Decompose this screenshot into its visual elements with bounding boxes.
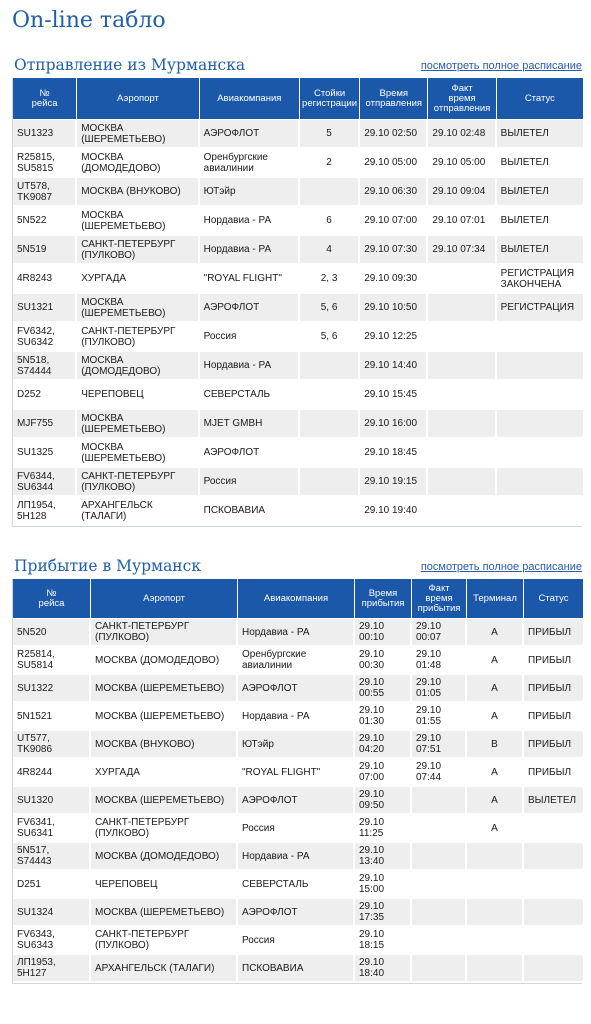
flight-number-cell: SU1322 [13,675,91,703]
status-cell [497,323,583,352]
departures-header-airport: Аэропорт [77,78,199,120]
actual-time-cell [412,927,467,955]
table-row [13,410,583,439]
terminal-cell [467,843,524,871]
table-row [13,675,583,703]
terminal-cell: А [467,787,524,815]
terminal-cell [467,955,524,983]
status-cell: ПРИБЫЛ [524,731,583,759]
airline-cell: Нордавиа - РА [200,236,300,265]
table-row [13,871,583,899]
table-row [13,439,583,468]
scheduled-time-cell: 29.10 15:45 [360,381,428,410]
table-row [13,381,583,410]
airport-cell: МОСКВА (ШЕРЕМЕТЬЕВО) [77,207,199,236]
flight-number-cell: FV6344, SU6344 [13,468,77,497]
scheduled-time-cell: 29.10 05:00 [360,149,428,178]
scheduled-time-cell: 29.10 04:20 [355,731,412,759]
checkin-counters-cell [300,439,360,468]
airport-cell: САНКТ-ПЕТЕРБУРГ (ПУЛКОВО) [91,927,238,955]
status-cell: ВЫЛЕТЕЛ [497,149,583,178]
airport-cell: МОСКВА (ДОМОДЕДОВО) [77,352,199,381]
airport-cell: ЧЕРЕПОВЕЦ [77,381,199,410]
flight-number-cell: SU1320 [13,787,91,815]
airport-cell: САНКТ-ПЕТЕРБУРГ (ПУЛКОВО) [77,323,199,352]
actual-time-cell: 29.10 05:00 [428,149,496,178]
airport-cell: МОСКВА (ШЕРЕМЕТЬЕВО) [91,675,238,703]
checkin-counters-cell [300,468,360,497]
actual-time-cell [412,955,467,983]
actual-time-cell [428,323,496,352]
departures-header-actual-time: Факт время отправления [428,78,496,120]
scheduled-time-cell: 29.10 15:00 [355,871,412,899]
airport-cell: МОСКВА (ШЕРЕМЕТЬЕВО) [91,787,238,815]
terminal-cell [467,899,524,927]
status-cell [497,497,583,526]
scheduled-time-cell: 29.10 09:30 [360,265,428,294]
status-cell [524,927,583,955]
terminal-cell: А [467,759,524,787]
scheduled-time-cell: 29.10 14:40 [360,352,428,381]
terminal-cell: В [467,731,524,759]
flight-number-cell: 4R8243 [13,265,77,294]
status-cell: ПРИБЫЛ [524,703,583,731]
terminal-cell: А [467,675,524,703]
arrivals-table-frame [12,579,582,984]
flight-number-cell: ЛП1953, 5H127 [13,955,91,983]
checkin-counters-cell: 5 [300,120,360,149]
scheduled-time-cell: 29.10 13:40 [355,843,412,871]
arrivals-rows [13,619,583,983]
flight-number-cell: SU1323 [13,120,77,149]
departures-header-status: Статус [497,78,583,120]
departures-header-flight-number: № рейса [13,78,77,120]
table-row [13,236,583,265]
airport-cell: МОСКВА (ДОМОДЕДОВО) [91,647,238,675]
table-row [13,497,583,526]
actual-time-cell: 29.10 01:05 [412,675,467,703]
arrivals-table [13,579,583,983]
airline-cell: Нордавиа - РА [200,352,300,381]
airline-cell: ЮТэйр [238,731,355,759]
actual-time-cell: 29.10 09:04 [428,178,496,207]
actual-time-cell: 29.10 01:55 [412,703,467,731]
table-row [13,843,583,871]
scheduled-time-cell: 29.10 09:50 [355,787,412,815]
actual-time-cell: 29.10 07:34 [428,236,496,265]
arrivals-header-flight-number: № рейса [13,579,91,619]
status-cell: ВЫЛЕТЕЛ [524,787,583,815]
flight-number-cell: R25815, SU5815 [13,149,77,178]
flight-number-cell: MJF755 [13,410,77,439]
actual-time-cell [428,410,496,439]
actual-time-cell [412,843,467,871]
actual-time-cell [428,294,496,323]
flight-number-cell: R25814, SU5814 [13,647,91,675]
flight-number-cell: 5N519 [13,236,77,265]
flight-number-cell: SU1324 [13,899,91,927]
departures-title: Отправление из Мурманска [14,56,246,74]
status-cell [524,955,583,983]
table-row [13,352,583,381]
status-cell [524,815,583,843]
departures-table [13,78,583,526]
table-row [13,120,583,149]
scheduled-time-cell: 29.10 02:50 [360,120,428,149]
actual-time-cell [428,497,496,526]
airport-cell: МОСКВА (ВНУКОВО) [77,178,199,207]
arrivals-header-airline: Авиакомпания [238,579,355,619]
flight-number-cell: 5N522 [13,207,77,236]
table-row [13,759,583,787]
airline-cell: "ROYAL FLIGHT" [200,265,300,294]
arrivals-header-terminal: Терминал [467,579,524,619]
arrivals-section [12,557,582,984]
checkin-counters-cell: 2 [300,149,360,178]
actual-time-cell: 29.10 07:44 [412,759,467,787]
scheduled-time-cell: 29.10 06:30 [360,178,428,207]
airport-cell: САНКТ-ПЕТЕРБУРГ (ПУЛКОВО) [91,619,238,647]
checkin-counters-cell: 5, 6 [300,323,360,352]
table-row [13,731,583,759]
flight-number-cell: 5N520 [13,619,91,647]
airline-cell: ПСКОВАВИА [200,497,300,526]
table-row [13,294,583,323]
terminal-cell: А [467,815,524,843]
status-cell: ВЫЛЕТЕЛ [497,236,583,265]
actual-time-cell [412,815,467,843]
airport-cell: САНКТ-ПЕТЕРБУРГ (ПУЛКОВО) [77,468,199,497]
departures-section [12,56,582,527]
checkin-counters-cell [300,410,360,439]
airport-cell: АРХАНГЕЛЬСК (ТАЛАГИ) [77,497,199,526]
terminal-cell [467,871,524,899]
table-row [13,927,583,955]
departures-header [12,56,582,78]
airport-cell: МОСКВА (ШЕРЕМЕТЬЕВО) [91,899,238,927]
status-cell [497,468,583,497]
arrivals-header-scheduled-time: Время прибытия [355,579,412,619]
status-cell: ПРИБЫЛ [524,619,583,647]
status-cell [524,871,583,899]
table-row [13,955,583,983]
airport-cell: САНКТ-ПЕТЕРБУРГ (ПУЛКОВО) [77,236,199,265]
status-cell: РЕГИСТРАЦИЯ [497,294,583,323]
table-row [13,468,583,497]
scheduled-time-cell: 29.10 00:30 [355,647,412,675]
scheduled-time-cell: 29.10 17:35 [355,899,412,927]
arrivals-header-status: Статус [524,579,583,619]
airport-cell: МОСКВА (ШЕРЕМЕТЬЕВО) [77,294,199,323]
airline-cell: Нордавиа - РА [200,207,300,236]
airline-cell: Россия [238,815,355,843]
table-row [13,178,583,207]
airline-cell: Россия [200,323,300,352]
status-cell: РЕГИСТРАЦИЯ ЗАКОНЧЕНА [497,265,583,294]
airport-cell: ЧЕРЕПОВЕЦ [91,871,238,899]
flight-number-cell: 4R8244 [13,759,91,787]
table-row [13,265,583,294]
airline-cell: Россия [238,927,355,955]
scheduled-time-cell: 29.10 19:40 [360,497,428,526]
departures-header-airline: Авиакомпания [200,78,300,120]
scheduled-time-cell: 29.10 18:45 [360,439,428,468]
flight-number-cell: SU1321 [13,294,77,323]
airline-cell: MJET GMBH [200,410,300,439]
departures-full-schedule-link[interactable]: посмотреть полное расписание [420,60,582,72]
table-row [13,703,583,731]
scheduled-time-cell: 29.10 18:15 [355,927,412,955]
actual-time-cell [428,265,496,294]
status-cell [524,843,583,871]
airline-cell: Россия [200,468,300,497]
status-cell [497,381,583,410]
airline-cell: Нордавиа - РА [238,619,355,647]
flight-number-cell: ЛП1954, 5H128 [13,497,77,526]
status-cell: ПРИБЫЛ [524,759,583,787]
airport-cell: ХУРГАДА [77,265,199,294]
flight-number-cell: UT577, TK9086 [13,731,91,759]
arrivals-header [12,557,582,579]
status-cell: ВЫЛЕТЕЛ [497,178,583,207]
departures-header-checkin-counters: Стойки регистрации [300,78,360,120]
status-cell [497,439,583,468]
table-row [13,619,583,647]
airline-cell: Нордавиа - РА [238,843,355,871]
airport-cell: МОСКВА (ШЕРЕМЕТЬЕВО) [77,410,199,439]
status-cell [524,899,583,927]
departures-header-row [13,78,583,120]
table-row [13,149,583,178]
actual-time-cell: 29.10 07:01 [428,207,496,236]
actual-time-cell [428,468,496,497]
departures-header-scheduled-time: Время отправления [360,78,428,120]
checkin-counters-cell: 2, 3 [300,265,360,294]
terminal-cell [467,927,524,955]
arrivals-title: Прибытие в Мурманск [14,557,202,575]
table-row [13,787,583,815]
terminal-cell: А [467,647,524,675]
scheduled-time-cell: 29.10 12:25 [360,323,428,352]
table-row [13,207,583,236]
actual-time-cell [428,352,496,381]
table-row [13,815,583,843]
table-row [13,647,583,675]
arrivals-header-row [13,579,583,619]
flight-number-cell: 5N518, S74444 [13,352,77,381]
airline-cell: АЭРОФЛОТ [238,899,355,927]
scheduled-time-cell: 29.10 00:10 [355,619,412,647]
flight-number-cell: FV6341, SU6341 [13,815,91,843]
status-cell: ПРИБЫЛ [524,675,583,703]
scheduled-time-cell: 29.10 07:30 [360,236,428,265]
arrivals-header-airport: Аэропорт [91,579,238,619]
checkin-counters-cell: 6 [300,207,360,236]
flight-number-cell: SU1325 [13,439,77,468]
flight-number-cell: 5N1521 [13,703,91,731]
scheduled-time-cell: 29.10 00:55 [355,675,412,703]
scheduled-time-cell: 29.10 18:40 [355,955,412,983]
actual-time-cell [412,787,467,815]
airline-cell: СЕВЕРСТАЛЬ [238,871,355,899]
airline-cell: АЭРОФЛОТ [200,294,300,323]
airport-cell: МОСКВА (ШЕРЕМЕТЬЕВО) [91,703,238,731]
airport-cell: МОСКВА (ВНУКОВО) [91,731,238,759]
airline-cell: АЭРОФЛОТ [200,120,300,149]
airport-cell: МОСКВА (ШЕРЕМЕТЬЕВО) [77,439,199,468]
actual-time-cell: 29.10 01:48 [412,647,467,675]
arrivals-header-actual-time: Факт время прибытия [412,579,467,619]
scheduled-time-cell: 29.10 19:15 [360,468,428,497]
airport-cell: МОСКВА (ДОМОДЕДОВО) [77,149,199,178]
airport-cell: АРХАНГЕЛЬСК (ТАЛАГИ) [91,955,238,983]
status-cell: ПРИБЫЛ [524,647,583,675]
airline-cell: ЮТэйр [200,178,300,207]
actual-time-cell [428,439,496,468]
airline-cell: Оренбургские авиалинии [238,647,355,675]
airline-cell: ПСКОВАВИА [238,955,355,983]
scheduled-time-cell: 29.10 16:00 [360,410,428,439]
airline-cell: СЕВЕРСТАЛЬ [200,381,300,410]
scheduled-time-cell: 29.10 10:50 [360,294,428,323]
terminal-cell: А [467,619,524,647]
airline-cell: Оренбургские авиалинии [200,149,300,178]
actual-time-cell [412,899,467,927]
flight-number-cell: D251 [13,871,91,899]
status-cell [497,410,583,439]
table-row [13,323,583,352]
flight-number-cell: FV6343, SU6343 [13,927,91,955]
actual-time-cell: 29.10 07:51 [412,731,467,759]
actual-time-cell [428,381,496,410]
checkin-counters-cell: 5, 6 [300,294,360,323]
airline-cell: АЭРОФЛОТ [200,439,300,468]
checkin-counters-cell [300,497,360,526]
actual-time-cell: 29.10 02:48 [428,120,496,149]
page-title: On-line табло [12,8,166,33]
actual-time-cell [412,871,467,899]
departures-table-frame [12,78,582,527]
status-cell [497,352,583,381]
scheduled-time-cell: 29.10 01:30 [355,703,412,731]
flight-number-cell: FV6342, SU6342 [13,323,77,352]
flight-number-cell: D252 [13,381,77,410]
arrivals-full-schedule-link[interactable]: посмотреть полное расписание [420,561,582,573]
departures-rows [13,120,583,526]
airline-cell: "ROYAL FLIGHT" [238,759,355,787]
status-cell: ВЫЛЕТЕЛ [497,120,583,149]
airport-cell: САНКТ-ПЕТЕРБУРГ (ПУЛКОВО) [91,815,238,843]
terminal-cell: А [467,703,524,731]
airline-cell: АЭРОФЛОТ [238,787,355,815]
airport-cell: МОСКВА (ШЕРЕМЕТЬЕВО) [77,120,199,149]
status-cell: ВЫЛЕТЕЛ [497,207,583,236]
table-row [13,899,583,927]
scheduled-time-cell: 29.10 07:00 [355,759,412,787]
checkin-counters-cell [300,178,360,207]
actual-time-cell: 29.10 00:07 [412,619,467,647]
scheduled-time-cell: 29.10 07:00 [360,207,428,236]
airline-cell: АЭРОФЛОТ [238,675,355,703]
scheduled-time-cell: 29.10 11:25 [355,815,412,843]
flight-number-cell: UT578, TK9087 [13,178,77,207]
airport-cell: ХУРГАДА [91,759,238,787]
flight-number-cell: 5N517, S74443 [13,843,91,871]
checkin-counters-cell [300,381,360,410]
airport-cell: МОСКВА (ДОМОДЕДОВО) [91,843,238,871]
checkin-counters-cell [300,352,360,381]
airline-cell: Нордавиа - РА [238,703,355,731]
checkin-counters-cell: 4 [300,236,360,265]
